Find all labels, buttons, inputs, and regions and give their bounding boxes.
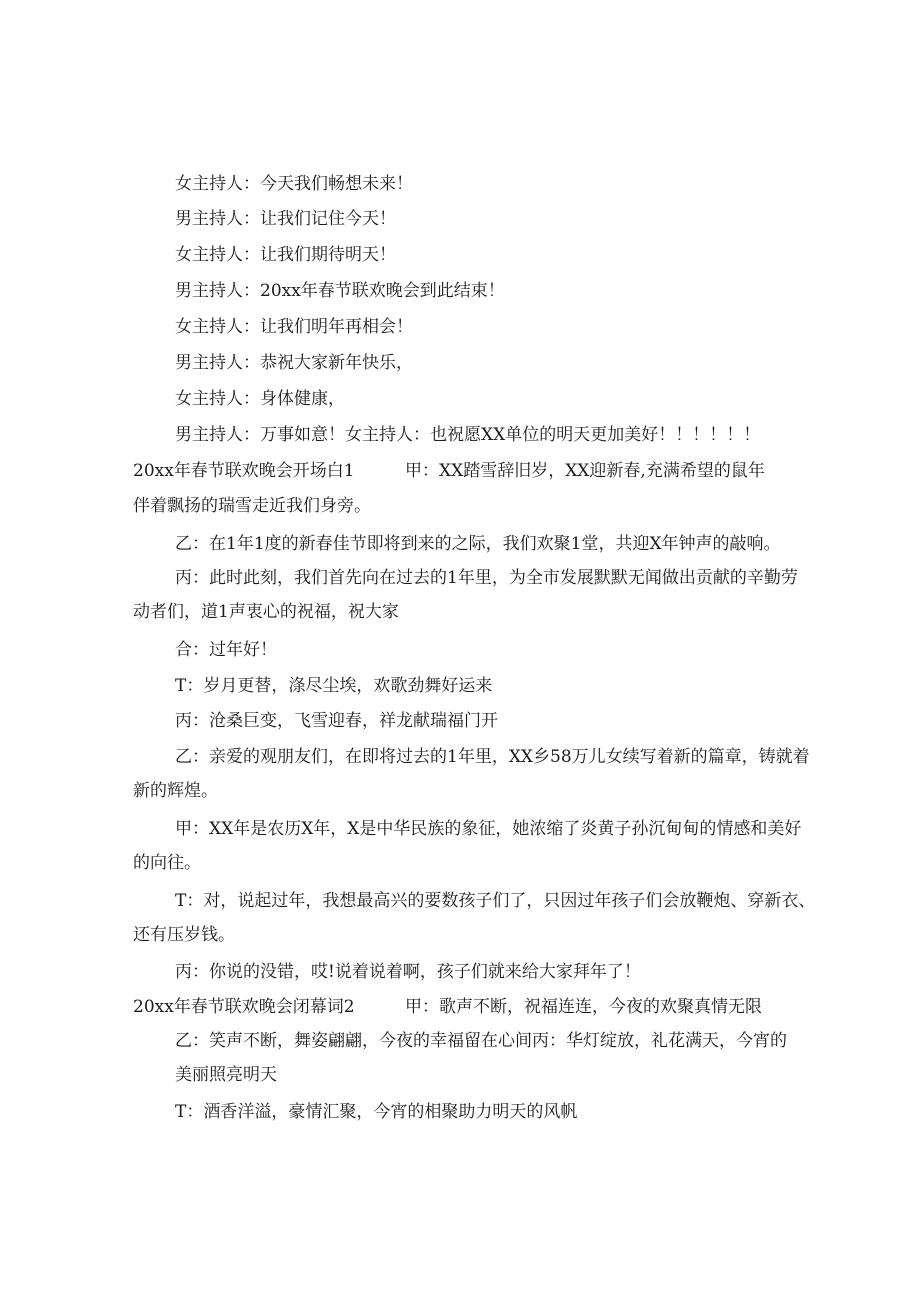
dialogue-line: 男主持人：20xx年春节联欢晚会到此结束！ bbox=[175, 281, 505, 301]
section-title-opening: 20xx年春节联欢晚会开场白1 bbox=[133, 461, 355, 481]
section-first-line: 甲：歌声不断，祝福连连，今夜的欢聚真情无限 bbox=[405, 997, 762, 1017]
section-title-closing: 20xx年春节联欢晚会闭幕词2 bbox=[133, 997, 355, 1017]
dialogue-line: 男主持人：恭祝大家新年快乐， bbox=[175, 353, 413, 373]
paragraph-continuation: 伴着飘扬的瑞雪走近我们身旁。 bbox=[133, 496, 371, 516]
dialogue-line: 丙：你说的没错，哎!说着说着啊，孩子们就来给大家拜年了！ bbox=[175, 962, 641, 982]
dialogue-line: 合：过年好！ bbox=[175, 640, 277, 660]
section-first-line: 甲：XX踏雪辞旧岁，XX迎新春,充满希望的鼠年 bbox=[405, 461, 765, 481]
dialogue-line: T：对，说起过年，我想最高兴的要数孩子们了，只因过年孩子们会放鞭炮、穿新衣、 bbox=[175, 891, 816, 911]
dialogue-line: 女主持人：身体健康， bbox=[175, 389, 345, 409]
dialogue-line: T：酒香洋溢，豪情汇聚，今宵的相聚助力明天的风帆 bbox=[175, 1102, 578, 1122]
paragraph-continuation: 美丽照亮明天 bbox=[175, 1065, 277, 1085]
dialogue-line: 乙：在1年1度的新春佳节即将到来的之际，我们欢聚1堂，共迎X年钟声的敲响。 bbox=[175, 534, 781, 554]
dialogue-line: 女主持人：今天我们畅想未来！ bbox=[175, 174, 413, 194]
paragraph-continuation: 新的辉煌。 bbox=[133, 781, 218, 801]
dialogue-line: 乙：笑声不断，舞姿翩翩，今夜的幸福留在心间丙：华灯绽放，礼花满天，今宵的 bbox=[175, 1031, 787, 1051]
dialogue-line: 丙：此时此刻，我们首先向在过去的1年里，为全市发展默默无闻做出贡献的辛勤劳 bbox=[175, 568, 798, 588]
dialogue-line: 女主持人：让我们明年再相会！ bbox=[175, 317, 413, 337]
dialogue-line: 丙：沧桑巨变，飞雪迎春，祥龙献瑞福门开 bbox=[175, 711, 498, 731]
dialogue-line: T：岁月更替，涤尽尘埃，欢歌劲舞好运来 bbox=[175, 676, 493, 696]
dialogue-line: 甲：XX年是农历X年，X是中华民族的象征，她浓缩了炎黄子孙沉甸甸的情感和美好 bbox=[175, 819, 802, 839]
paragraph-continuation: 动者们，道1声衷心的祝福，祝大家 bbox=[133, 602, 399, 622]
dialogue-line: 男主持人：让我们记住今天！ bbox=[175, 209, 396, 229]
paragraph-continuation: 还有压岁钱。 bbox=[133, 925, 235, 945]
dialogue-line: 女主持人：让我们期待明天！ bbox=[175, 245, 396, 265]
dialogue-line: 乙：亲爱的观朋友们，在即将过去的1年里，XX乡58万儿女续写着新的篇章，铸就着 bbox=[175, 747, 810, 767]
dialogue-line: 男主持人：万事如意！女主持人：也祝愿XX单位的明天更加美好！！！！！！ bbox=[175, 425, 761, 445]
paragraph-continuation: 的向往。 bbox=[133, 853, 201, 873]
